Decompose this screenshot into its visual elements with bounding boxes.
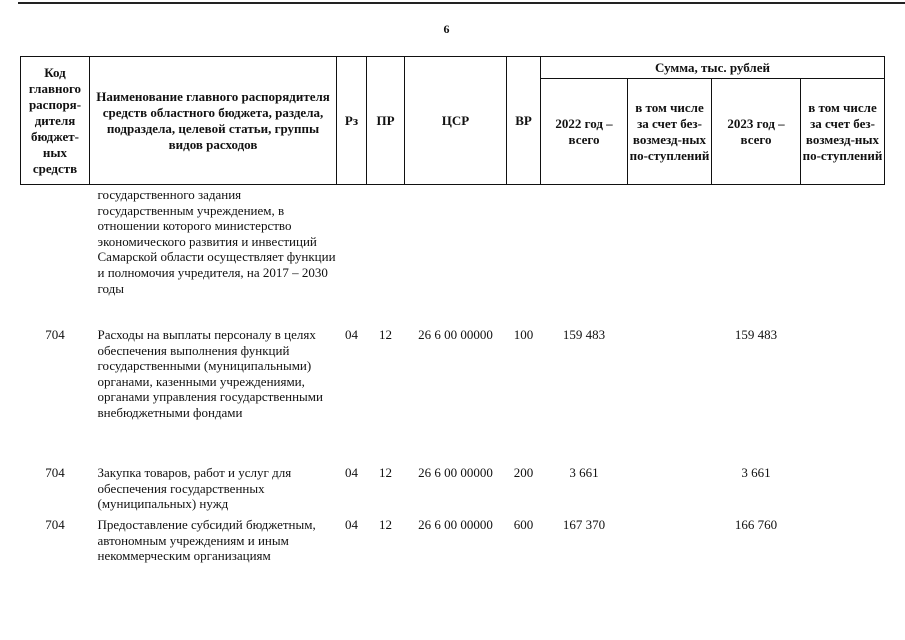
cell-2023-total: 159 483 <box>734 327 778 342</box>
cell-vr: 600 <box>513 517 534 532</box>
header-code: Код главного распоря-дителя бюджет-ных средств <box>21 57 90 185</box>
page-number: 6 <box>443 22 450 36</box>
cell-pr: 12 <box>379 517 392 532</box>
cell-name: Расходы на выплаты персоналу в целях обеспечения выполнения функций государственными (муниципальными) органами, казенными учреждениями, органами управления государственными внебюджетными фондами <box>97 327 323 420</box>
cell-pr: 12 <box>379 327 392 342</box>
cell-2023-total: 3 661 <box>741 465 771 480</box>
table-row-continuation <box>21 185 885 326</box>
cell-2022-free <box>628 515 712 583</box>
cell-2022-total: 167 370 <box>562 517 606 532</box>
cell-pr: 12 <box>379 465 392 480</box>
cell-code: 704 <box>45 517 65 532</box>
cell-csr: 26 6 00 00000 <box>418 327 493 342</box>
header-2023-free: в том числе за счет без-возмезд-ных по-ступлений <box>801 79 885 185</box>
table-row <box>21 515 885 583</box>
cell-code: 704 <box>45 327 65 342</box>
budget-table <box>20 56 885 583</box>
cell-2022-free <box>628 463 712 515</box>
header-name: Наименование главного распорядителя средств областного бюджета, раздела, подраздела, целевой статьи, группы видов расходов <box>90 57 337 185</box>
top-rule <box>18 2 905 4</box>
table-row <box>21 325 885 463</box>
header-2023-total: 2023 год – всего <box>712 79 801 185</box>
header-2022-total: 2022 год – всего <box>541 79 628 185</box>
cell-rz: 04 <box>345 517 358 532</box>
cell-vr: 100 <box>513 327 534 342</box>
cell-rz: 04 <box>345 327 358 342</box>
header-csr: ЦСР <box>405 57 507 185</box>
continuation-text: государственного задания государственным учреждением, в отношении которого министерство экономического развития и инвестиций Самарской области осуществляет функции и полномочия учредителя, на 2017 – 2030 годы <box>97 187 336 296</box>
cell-2022-total: 3 661 <box>569 465 599 480</box>
header-pr: ПР <box>367 57 405 185</box>
cell-csr: 26 6 00 00000 <box>418 517 493 532</box>
cell-2022-total: 159 483 <box>562 327 606 342</box>
cell-2023-total: 166 760 <box>734 517 778 532</box>
header-vr: ВР <box>507 57 541 185</box>
header-2022-free: в том числе за счет без-возмезд-ных по-ступлений <box>628 79 712 185</box>
table-row <box>21 463 885 515</box>
cell-code: 704 <box>45 465 65 480</box>
cell-csr: 26 6 00 00000 <box>418 465 493 480</box>
cell-2023-free <box>801 463 885 515</box>
table-header <box>21 57 885 185</box>
header-rz: Рз <box>337 57 367 185</box>
cell-vr: 200 <box>513 465 534 480</box>
cell-name: Закупка товаров, работ и услуг для обеспечения государственных (муниципальных) нужд <box>97 465 292 512</box>
cell-name: Предоставление субсидий бюджетным, автономным учреждениям и иным некоммерческим организациям <box>97 517 316 564</box>
cell-rz: 04 <box>345 465 358 480</box>
cell-2022-free <box>628 325 712 463</box>
header-sum: Сумма, тыс. рублей <box>541 57 885 79</box>
cell-2023-free <box>801 325 885 463</box>
table-body <box>21 185 885 584</box>
cell-2023-free <box>801 515 885 583</box>
